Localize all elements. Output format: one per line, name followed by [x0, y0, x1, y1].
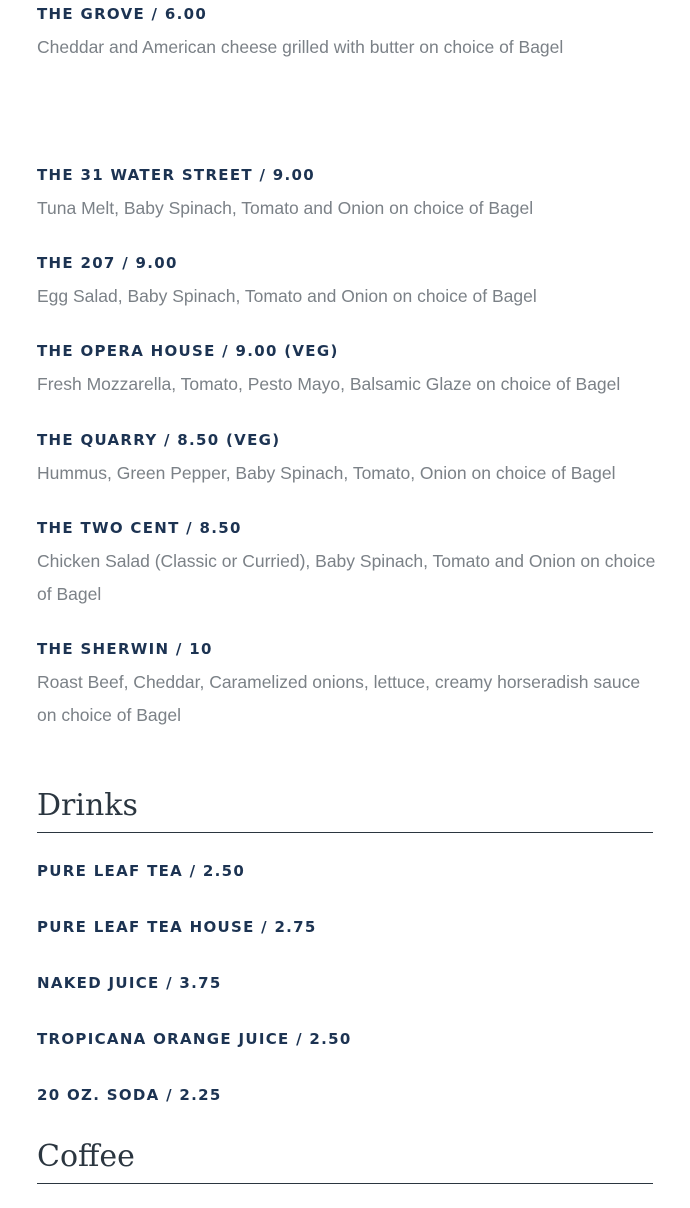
menu-item-description: Fresh Mozzarella, Tomato, Pesto Mayo, Balsamic Glaze on choice of Bagel — [37, 374, 621, 394]
menu-item-title: THE 207 / 9.00 — [37, 254, 178, 272]
menu-item-description: Chicken Salad (Classic or Curried), Baby Spinach, Tomato and Onion on choice of Bagel — [37, 551, 656, 604]
menu-item-title: THE GROVE / 6.00 — [37, 5, 208, 23]
section-heading-coffee: Coffee — [37, 1139, 135, 1174]
menu-item-description: Tuna Melt, Baby Spinach, Tomato and Onion on choice of Bagel — [37, 198, 534, 218]
menu-item-title: THE TWO CENT / 8.50 — [37, 519, 242, 537]
menu-item-description: Egg Salad, Baby Spinach, Tomato and Onion on choice of Bagel — [37, 286, 537, 306]
section-divider — [37, 832, 653, 833]
menu-item-title: THE 31 WATER STREET / 9.00 — [37, 166, 315, 184]
menu-item-title: THE SHERWIN / 10 — [37, 640, 213, 658]
drink-item-title: NAKED JUICE / 3.75 — [37, 974, 222, 992]
drink-item-title: 20 OZ. SODA / 2.25 — [37, 1086, 222, 1104]
menu-item-title: THE OPERA HOUSE / 9.00 (VEG) — [37, 342, 339, 360]
menu-item-description: Roast Beef, Cheddar, Caramelized onions, lettuce, creamy horseradish sauce on choice of Bagel — [37, 672, 641, 725]
section-heading-drinks: Drinks — [37, 788, 138, 823]
menu-item-title: THE QUARRY / 8.50 (VEG) — [37, 431, 281, 449]
drink-item-title: PURE LEAF TEA HOUSE / 2.75 — [37, 918, 317, 936]
drink-item-title: PURE LEAF TEA / 2.50 — [37, 862, 246, 880]
menu-item-description: Cheddar and American cheese grilled with butter on choice of Bagel — [37, 37, 564, 57]
section-divider — [37, 1183, 653, 1184]
menu-item-description: Hummus, Green Pepper, Baby Spinach, Tomato, Onion on choice of Bagel — [37, 463, 616, 483]
drink-item-title: TROPICANA ORANGE JUICE / 2.50 — [37, 1030, 352, 1048]
